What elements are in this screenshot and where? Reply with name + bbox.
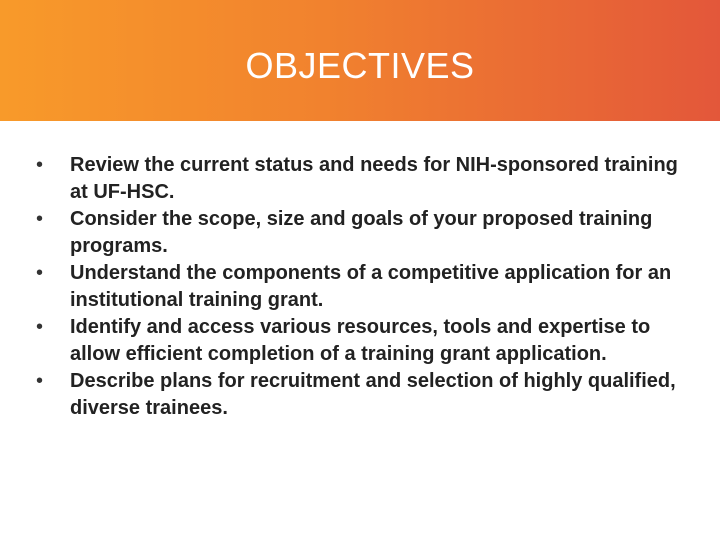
bullet-icon: •: [36, 370, 44, 392]
bullet-icon: •: [36, 316, 44, 338]
objective-text: Identify and access various resources, tools and expertise to allow efficient completion of a training grant application.: [70, 316, 651, 365]
slide-title: OBJECTIVES: [245, 45, 475, 86]
objective-text: Understand the components of a competitive application for an institutional training grant.: [70, 262, 672, 311]
bullet-icon: •: [36, 154, 44, 176]
list-item: [36, 206, 686, 260]
list-item: [36, 368, 686, 422]
list-item: [36, 152, 686, 206]
objectives-list: [36, 152, 686, 422]
objective-text: Describe plans for recruitment and selection of highly qualified, diverse trainees.: [70, 370, 676, 419]
list-item: [36, 260, 686, 314]
objective-text: Consider the scope, size and goals of your proposed training programs.: [70, 208, 653, 257]
objective-text: Review the current status and needs for NIH-sponsored training at UF-HSC.: [70, 154, 678, 203]
list-item: [36, 314, 686, 368]
bullet-icon: •: [36, 262, 44, 284]
bullet-icon: •: [36, 208, 44, 230]
